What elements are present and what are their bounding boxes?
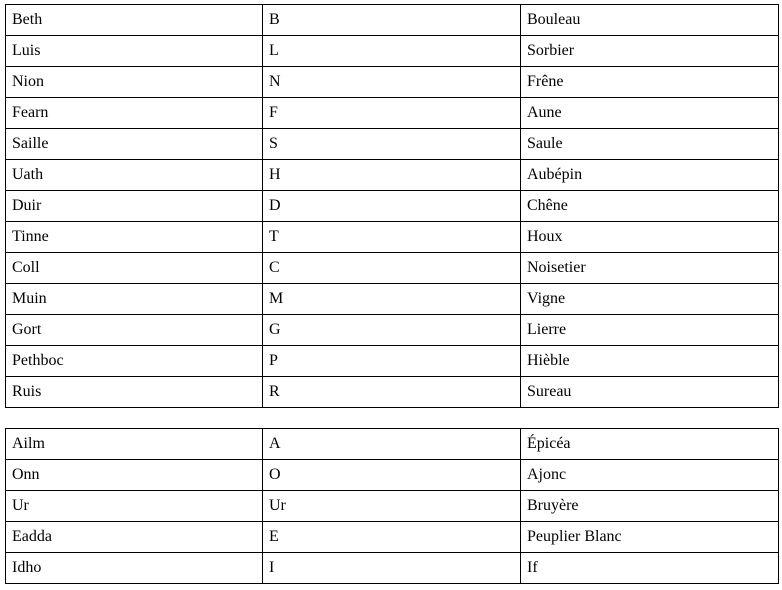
- cell-french-tree-name: Sorbier: [521, 36, 779, 67]
- cell-letter: L: [263, 36, 521, 67]
- cell-letter: A: [263, 429, 521, 460]
- table-row: [6, 222, 779, 253]
- cell-letter: F: [263, 98, 521, 129]
- cell-ogham-name: Saille: [6, 129, 263, 160]
- cell-french-tree-name: Chêne: [521, 191, 779, 222]
- table-row: [6, 67, 779, 98]
- table-row: [6, 191, 779, 222]
- cell-french-tree-name: Bouleau: [521, 5, 779, 36]
- cell-ogham-name: Pethboc: [6, 346, 263, 377]
- cell-french-tree-name: Sureau: [521, 377, 779, 408]
- ogham-consonants-table: [5, 4, 779, 408]
- cell-ogham-name: Beth: [6, 5, 263, 36]
- table-row: [6, 553, 779, 584]
- cell-french-tree-name: Ajonc: [521, 460, 779, 491]
- cell-letter: N: [263, 67, 521, 98]
- cell-french-tree-name: Lierre: [521, 315, 779, 346]
- cell-ogham-name: Ruis: [6, 377, 263, 408]
- table-row: [6, 129, 779, 160]
- ogham-vowels-table: [5, 428, 779, 584]
- cell-letter: B: [263, 5, 521, 36]
- table-row: [6, 284, 779, 315]
- cell-french-tree-name: Frêne: [521, 67, 779, 98]
- cell-ogham-name: Uath: [6, 160, 263, 191]
- table-row: [6, 253, 779, 284]
- cell-ogham-name: Onn: [6, 460, 263, 491]
- cell-letter: E: [263, 522, 521, 553]
- cell-letter: S: [263, 129, 521, 160]
- cell-letter: R: [263, 377, 521, 408]
- cell-ogham-name: Duir: [6, 191, 263, 222]
- cell-letter: C: [263, 253, 521, 284]
- cell-ogham-name: Ur: [6, 491, 263, 522]
- table-row: [6, 522, 779, 553]
- table-row: [6, 460, 779, 491]
- cell-letter: D: [263, 191, 521, 222]
- cell-letter: T: [263, 222, 521, 253]
- table-row: [6, 98, 779, 129]
- cell-french-tree-name: Noisetier: [521, 253, 779, 284]
- table-row: [6, 429, 779, 460]
- cell-letter: H: [263, 160, 521, 191]
- cell-french-tree-name: Aubépin: [521, 160, 779, 191]
- cell-french-tree-name: Saule: [521, 129, 779, 160]
- cell-letter: G: [263, 315, 521, 346]
- cell-french-tree-name: Peuplier Blanc: [521, 522, 779, 553]
- table-row: [6, 346, 779, 377]
- cell-french-tree-name: Bruyère: [521, 491, 779, 522]
- cell-ogham-name: Idho: [6, 553, 263, 584]
- cell-letter: Ur: [263, 491, 521, 522]
- cell-ogham-name: Nion: [6, 67, 263, 98]
- cell-ogham-name: Gort: [6, 315, 263, 346]
- cell-letter: I: [263, 553, 521, 584]
- cell-french-tree-name: If: [521, 553, 779, 584]
- table-row: [6, 160, 779, 191]
- cell-ogham-name: Muin: [6, 284, 263, 315]
- cell-letter: M: [263, 284, 521, 315]
- cell-ogham-name: Eadda: [6, 522, 263, 553]
- table-row: [6, 315, 779, 346]
- table-row: [6, 36, 779, 67]
- cell-ogham-name: Fearn: [6, 98, 263, 129]
- cell-french-tree-name: Houx: [521, 222, 779, 253]
- cell-ogham-name: Luis: [6, 36, 263, 67]
- table-row: [6, 491, 779, 522]
- table-row: [6, 5, 779, 36]
- cell-ogham-name: Ailm: [6, 429, 263, 460]
- cell-ogham-name: Coll: [6, 253, 263, 284]
- cell-french-tree-name: Aune: [521, 98, 779, 129]
- cell-french-tree-name: Épicéa: [521, 429, 779, 460]
- cell-ogham-name: Tinne: [6, 222, 263, 253]
- cell-french-tree-name: Vigne: [521, 284, 779, 315]
- cell-french-tree-name: Hièble: [521, 346, 779, 377]
- table-row: [6, 377, 779, 408]
- cell-letter: P: [263, 346, 521, 377]
- cell-letter: O: [263, 460, 521, 491]
